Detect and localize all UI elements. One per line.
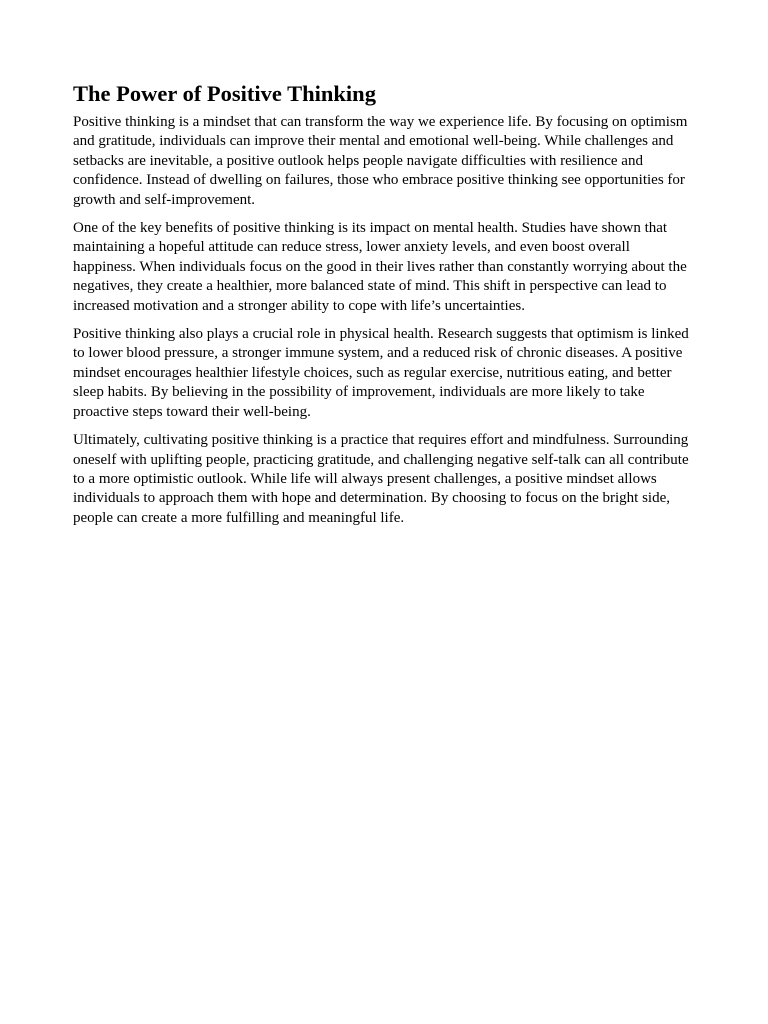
paragraph-mental-health: One of the key benefits of positive thinking is its impact on mental health. Studies have shown that maintaining a hopeful attitude can reduce stress, lower anxiety levels, and even boost overall happiness. When individuals focus on the good in their lives rather than constantly worrying about the negatives, they create a healthier, more balanced state of mind. This shift in perspective can lead to increased motivation and a stronger ability to cope with life’s uncertainties. (73, 220, 687, 314)
document-title: The Power of Positive Thinking (73, 81, 376, 106)
paragraph-intro: Positive thinking is a mindset that can transform the way we experience life. By focusing on optimism and gratitude, individuals can improve their mental and emotional well-being. While challenges and setbacks are inevitable, a positive outlook helps people navigate difficulties with resilience and confidence. Instead of dwelling on failures, those who embrace positive thinking see opportunities for growth and self-improvement. (73, 114, 688, 208)
paragraph-physical-health: Positive thinking also plays a crucial role in physical health. Research suggests that optimism is linked to lower blood pressure, a stronger immune system, and a reduced risk of chronic diseases. A positive mindset encourages healthier lifestyle choices, such as regular exercise, nutritious eating, and better sleep habits. By believing in the possibility of improvement, individuals are more likely to take proactive steps toward their well-being. (73, 326, 689, 420)
document-page (73, 79, 695, 537)
paragraph-conclusion: Ultimately, cultivating positive thinking is a practice that requires effort and mindfulness. Surrounding oneself with uplifting people, practicing gratitude, and challenging negative self-talk can all contribute to a more optimistic outlook. While life will always present challenges, a positive mindset allows individuals to approach them with hope and determination. By choosing to focus on the bright side, people can create a more fulfilling and meaningful life. (73, 432, 689, 526)
